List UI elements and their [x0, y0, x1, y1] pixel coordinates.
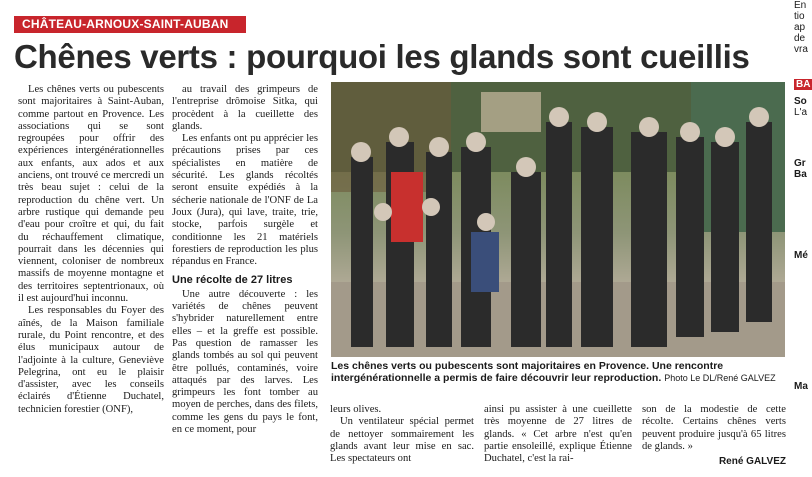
adjacent-column — [794, 0, 812, 477]
author-signature: René GALVEZ — [718, 456, 786, 467]
sidebar-line: En — [794, 0, 807, 11]
sidebar-item: Mé — [794, 250, 808, 261]
group-photo — [331, 82, 785, 357]
sidebar-item: L'a — [794, 107, 808, 118]
paragraph: son de la modestie de cette récolte. Certains chênes verts peuvent produire jusqu'à 65 litres de glands. » — [642, 404, 786, 452]
text-column-3 — [330, 404, 474, 468]
text-column-4 — [484, 404, 632, 468]
photo-caption — [331, 360, 786, 394]
sidebar-line: tio — [794, 11, 805, 22]
paragraph: Un ventilateur spécial permet de nettoyer sommairement les glands avant leur mise en sac. Les spectateurs ont — [330, 416, 474, 465]
sidebar-line: vra — [794, 44, 808, 55]
paragraph: Les chênes verts ou pubescents sont majoritaires à Saint-Auban, comme partout en Provence. Les associations qui se sont regroupées pour offrir des expériences intergénérationnelles aux enfants, aux ados et aux anciens, ont trouvé ce mercredi un très beau sujet : celui de la reproduction du chêne vert. Un arbre rustique qui demande peu d'eau pour croître et qui, du fait du réchauffement climatique, pourrait dans les décennies qui viennent, coloniser de nombreux massifs de moyenne montagne et des territoires septentrionaux, où il est aujourd'hui inconnu. — [18, 84, 164, 305]
paragraph: Les enfants ont pu apprécier les précautions prises par ces spécialistes en matière de sécurité. Les glands récoltés seront ensuite expédiés à la sécherie nationale de l'ONF de La Joux (Jura), qui lave, traite, trie, stocke, parfois surgèle et conditionne les 21 matériels forestiers de reproduction les plus répandus en France. — [172, 133, 318, 268]
paragraph: Une autre découverte : les variétés de chênes peuvent s'hybrider naturellement entre elles – et la greffe est possible. Pas question de ramasser les glands tombés au sol qui peuvent être pollués, contaminés, voire attaqués par des larves. Les grimpeurs les font tomber au moyen de perches, dans des filets, comme les gens du pays le font, en ce moment, pour — [172, 288, 318, 436]
text-column-1 — [18, 84, 164, 468]
sidebar-item: So — [794, 96, 807, 107]
caption-text: Les chênes verts ou pubescents sont majoritaires en Provence. Une rencontre intergénérationnelle a permis de faire découvrir leur reproduction. — [331, 360, 724, 384]
sidebar-item: Ma — [794, 381, 808, 392]
paragraph: ainsi pu assister à une cueillette très moyenne de 27 litres de glands. « Cet arbre n'est qu'en partie ensoleillé, explique Étienne Duchatel, c'est la rai- — [484, 404, 632, 465]
sidebar-item: Ba — [794, 169, 807, 180]
sidebar-line: de — [794, 33, 806, 44]
photo-illustration — [331, 82, 785, 357]
subheading: Une récolte de 27 litres — [172, 274, 293, 287]
section-kicker: CHÂTEAU-ARNOUX-SAINT-AUBAN — [14, 16, 246, 33]
article-headline: Chênes verts : pourquoi les glands sont cueillis — [14, 38, 750, 75]
photo-credit: Photo Le DL/René GALVEZ — [664, 373, 776, 383]
sidebar-section-tag: BA — [796, 79, 811, 90]
sidebar-line: ap — [794, 22, 806, 33]
paragraph: au travail des grimpeurs de l'entreprise drômoise Sitka, qui procèdent à la cueillette des glands. — [172, 84, 318, 132]
paragraph: Les responsables du Foyer des aînés, de la Maison familiale rurale, du Point rencontre, et des élus municipaux autour de l'adjointe à la culture, Geneviève Pelegrina, ont eu le plaisir d'assister, avec les conseils éclairés d'Étienne Duchatel, technicien forestier (ONF), — [18, 305, 164, 415]
text-column-2 — [172, 84, 318, 468]
top-strip — [0, 0, 790, 10]
paragraph: leurs olives. — [330, 404, 382, 415]
sidebar-item: Gr — [794, 158, 806, 169]
